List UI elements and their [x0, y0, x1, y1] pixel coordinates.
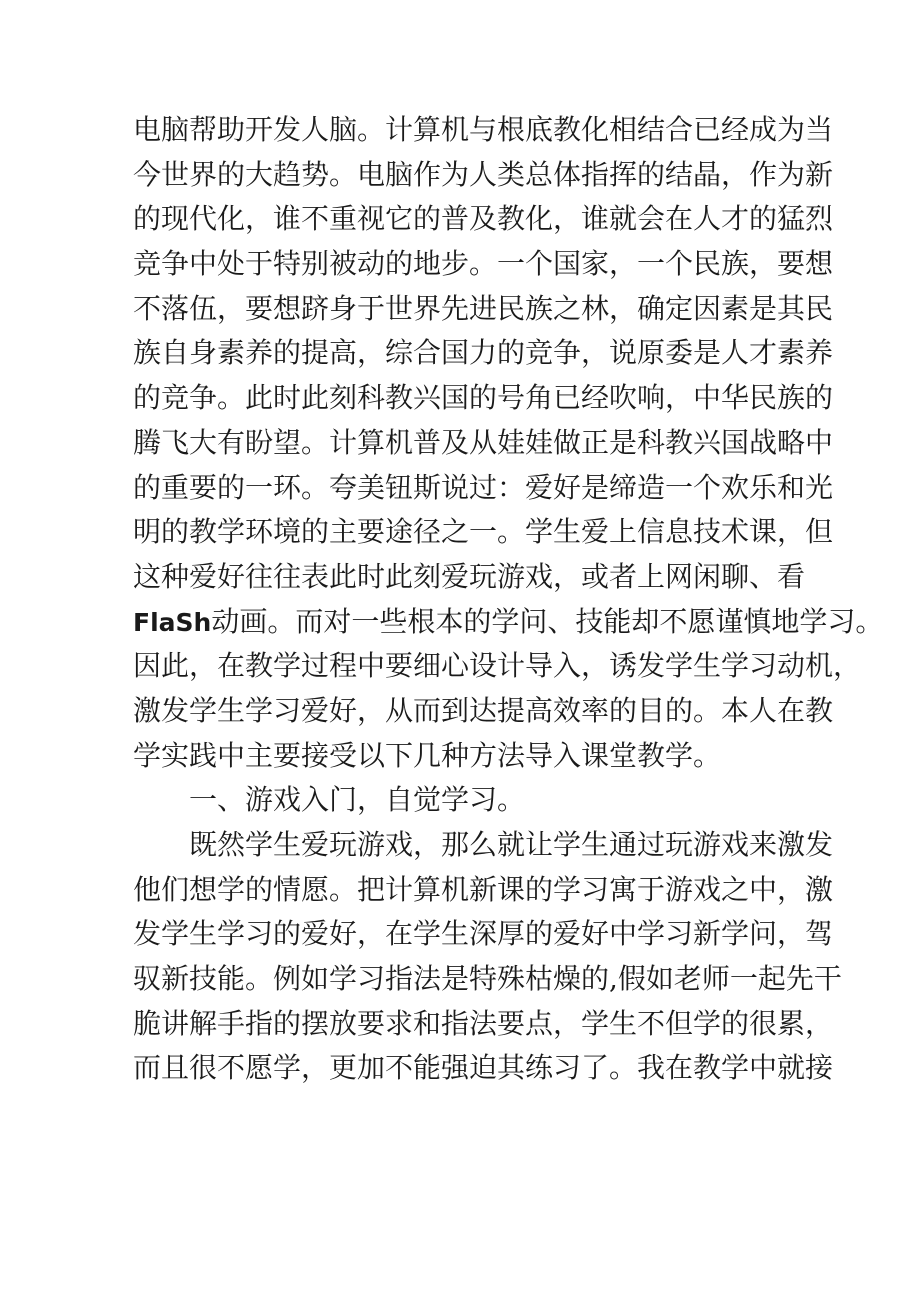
text-line: 的重要的一环。夸美钮斯说过：爱好是缔造一个欢乐和光: [133, 470, 834, 504]
text-line: 发学生学习的爱好，在学生深厚的爱好中学习新学问，驾: [133, 917, 834, 951]
text-line: 脆讲解手指的摆放要求和指法要点，学生不但学的很累，: [133, 1006, 834, 1040]
flash-line-rest: 动画。而对一些根本的学问、技能却不愿谨慎地学习。: [211, 604, 884, 638]
text-line: 学实践中主要接受以下几种方法导入课堂教学。: [133, 738, 722, 772]
text-line: 今世界的大趋势。电脑作为人类总体指挥的结晶，作为新: [133, 157, 834, 191]
text-line: 竞争中处于特别被动的地步。一个国家，一个民族，要想: [133, 247, 834, 281]
text-line: 明的教学环境的主要途径之一。学生爱上信息技术课，但: [133, 515, 834, 549]
text-line: 的现代化，谁不重视它的普及教化，谁就会在人才的猛烈: [133, 202, 834, 236]
text-line: 因此，在教学过程中要细心设计导入，诱发学生学习动机，: [133, 649, 862, 683]
text-line: 激发学生学习爱好，从而到达提高效率的目的。本人在教: [133, 693, 834, 727]
text-line: 而且很不愿学，更加不能强迫其练习了。我在教学中就接: [133, 1051, 834, 1085]
body-text: [133, 108, 884, 1091]
text-line: 族自身素养的提高，综合国力的竞争，说原委是人才素养: [133, 336, 834, 370]
text-line: 腾飞大有盼望。计算机普及从娃娃做正是科教兴国战略中: [133, 425, 834, 459]
text-line: 这种爱好往往表此时此刻爱玩游戏，或者上网闲聊、看: [133, 559, 806, 593]
text-line: 电脑帮助开发人脑。计算机与根底教化相结合已经成为当: [133, 113, 834, 146]
flash-term: FlaSh: [133, 607, 212, 637]
text-line-flash: [133, 600, 884, 645]
text-line: 驭新技能。例如学习指法是特殊枯燥的,假如老师一起先干: [133, 962, 842, 996]
text-line: 的竞争。此时此刻科教兴国的号角已经吹响，中华民族的: [133, 381, 834, 415]
text-line: 既然学生爱玩游戏，那么就让学生通过玩游戏来激发: [189, 828, 834, 861]
section-heading: 一、游戏入门，自觉学习。: [189, 783, 526, 817]
text-line: 他们想学的情愿。把计算机新课的学习寓于游戏之中，激: [133, 872, 834, 906]
text-line: 不落伍，要想跻身于世界先进民族之林，确定因素是其民: [133, 291, 834, 325]
